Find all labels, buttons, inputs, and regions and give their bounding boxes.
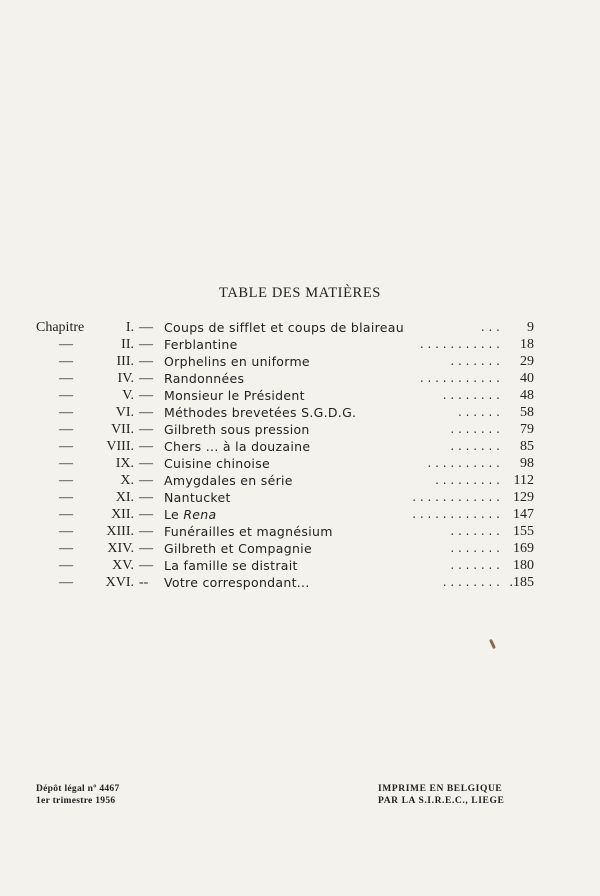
- chapter-dash: —: [59, 422, 73, 437]
- toc-row: [0, 506, 600, 523]
- separator-dash: —: [139, 354, 153, 369]
- trimester-line: 1er trimestre 1956: [36, 796, 116, 806]
- chapter-title: Monsieur le Président: [164, 388, 305, 403]
- chapter-number: IV.: [117, 371, 134, 386]
- separator-dash: —: [139, 439, 153, 454]
- leader-dots: . . . . . . .: [450, 541, 500, 555]
- chapter-title: Méthodes brevetées S.G.D.G.: [164, 405, 357, 420]
- leader-dots: . . . . . . . .: [442, 388, 500, 402]
- page-number: 9: [527, 320, 534, 335]
- leader-dots: . . . . . . . . . . .: [419, 371, 500, 385]
- page-number: .185: [509, 575, 534, 590]
- page-number: 112: [513, 473, 534, 488]
- chapter-number: XII.: [111, 507, 134, 522]
- chapter-title: Funérailles et magnésium: [164, 524, 333, 539]
- toc-row: [0, 319, 600, 336]
- leader-dots: . . . . . . . .: [442, 575, 500, 589]
- printer-line-2: PAR LA S.I.R.E.C., LIEGE: [378, 796, 505, 806]
- chapter-dash: —: [59, 405, 73, 420]
- printer-line-1: IMPRIME EN BELGIQUE: [378, 784, 503, 794]
- legal-deposit: [36, 783, 120, 807]
- page-number: 79: [520, 422, 534, 437]
- chapter-dash: —: [59, 473, 73, 488]
- chapter-number: VII.: [111, 422, 134, 437]
- chapter-dash: —: [59, 371, 73, 386]
- toc-row: [0, 540, 600, 557]
- chapter-title: Gilbreth et Compagnie: [164, 541, 312, 556]
- chapter-title: Nantucket: [164, 490, 231, 505]
- leader-dots: . . . . . . .: [450, 354, 500, 368]
- page-title: TABLE DES MATIÈRES: [219, 285, 381, 301]
- toc-row: [0, 523, 600, 540]
- leader-dots: . . . . . . . . . . .: [419, 337, 500, 351]
- separator-dash: —: [139, 337, 153, 352]
- toc-row: [0, 455, 600, 472]
- chapter-title: Le Rena: [164, 507, 217, 522]
- chapter-number: III.: [116, 354, 134, 369]
- leader-dots: . . . . . .: [458, 405, 500, 419]
- toc-row: [0, 336, 600, 353]
- page-number: 129: [513, 490, 534, 505]
- separator-dash: —: [139, 507, 153, 522]
- chapter-title: Amygdales en série: [164, 473, 293, 488]
- page-number: 58: [520, 405, 534, 420]
- page-number: 29: [520, 354, 534, 369]
- chapter-dash: —: [59, 439, 73, 454]
- chapter-number: VIII.: [106, 439, 134, 454]
- separator-dash: —: [139, 405, 153, 420]
- chapter-number: IX.: [115, 456, 134, 471]
- page-number: 169: [513, 541, 534, 556]
- separator-dash: —: [139, 490, 153, 505]
- page-number: 98: [520, 456, 534, 471]
- separator-dash: —: [139, 422, 153, 437]
- separator-dash: —: [139, 320, 153, 335]
- chapter-title: Cuisine chinoise: [164, 456, 271, 471]
- toc-row: [0, 404, 600, 421]
- page-number: 85: [520, 439, 534, 454]
- chapter-dash: —: [59, 558, 73, 573]
- chapter-dash: —: [59, 490, 73, 505]
- separator-dash: —: [139, 524, 153, 539]
- separator-dash: —: [139, 558, 153, 573]
- chapter-number: II.: [121, 337, 134, 352]
- chapter-dash: —: [59, 541, 73, 556]
- toc-row: [0, 472, 600, 489]
- separator-dash: —: [139, 371, 153, 386]
- chapter-dash: —: [59, 575, 73, 590]
- leader-dots: . . . . . . .: [450, 558, 500, 572]
- chapter-number: XV.: [112, 558, 134, 573]
- toc-row: [0, 370, 600, 387]
- chapter-title: Gilbreth sous pression: [164, 422, 310, 437]
- leader-dots: . . . . . . .: [450, 439, 500, 453]
- chapter-dash: —: [59, 524, 73, 539]
- chapter-number: V.: [122, 388, 134, 403]
- toc-row: [0, 574, 600, 591]
- chapter-title: Coups de sifflet et coups de blaireau: [164, 320, 404, 335]
- page-number: 155: [513, 524, 534, 539]
- chapter-number: XIV.: [107, 541, 134, 556]
- toc-row: [0, 438, 600, 455]
- page-number: 40: [520, 371, 534, 386]
- page-number: 48: [520, 388, 534, 403]
- toc-row: [0, 353, 600, 370]
- chapter-label: Chapitre: [36, 320, 85, 335]
- table-of-contents: [0, 319, 600, 591]
- separator-dash: —: [139, 473, 153, 488]
- toc-row: [0, 489, 600, 506]
- separator-dash: —: [139, 388, 153, 403]
- chapter-title: Votre correspondant...: [164, 575, 310, 590]
- chapter-number: I.: [125, 320, 134, 335]
- leader-dots: . . . . . . .: [450, 422, 500, 436]
- legal-deposit-line: Dépôt légal nº 4467: [36, 784, 120, 794]
- chapter-number: VI.: [115, 405, 134, 420]
- chapter-dash: —: [59, 354, 73, 369]
- separator-dash: --: [139, 575, 149, 590]
- page-number: 180: [513, 558, 534, 573]
- ink-mark: [489, 639, 496, 649]
- toc-row: [0, 557, 600, 574]
- chapter-dash: —: [59, 456, 73, 471]
- chapter-number: XIII.: [106, 524, 134, 539]
- toc-row: [0, 387, 600, 404]
- chapter-dash: —: [59, 507, 73, 522]
- separator-dash: —: [139, 541, 153, 556]
- chapter-dash: —: [59, 337, 73, 352]
- leader-dots: . . . . . . . . . .: [427, 456, 500, 470]
- chapter-title: Orphelins en uniforme: [164, 354, 310, 369]
- page-number: 18: [520, 337, 534, 352]
- chapter-title: La famille se distrait: [164, 558, 298, 573]
- leader-dots: . . . . . . .: [450, 524, 500, 538]
- leader-dots: . . . . . . . . .: [435, 473, 500, 487]
- printer-info: [378, 783, 504, 807]
- toc-row: [0, 421, 600, 438]
- separator-dash: —: [139, 456, 153, 471]
- chapter-dash: —: [59, 388, 73, 403]
- page-number: 147: [513, 507, 534, 522]
- chapter-title: Randonnées: [164, 371, 245, 386]
- chapter-number: XI.: [115, 490, 134, 505]
- leader-dots: . . .: [480, 320, 500, 334]
- chapter-number: X.: [120, 473, 134, 488]
- leader-dots: . . . . . . . . . . . .: [412, 507, 500, 521]
- chapter-title: Ferblantine: [164, 337, 238, 352]
- chapter-number: XVI.: [105, 575, 134, 590]
- chapter-title: Chers ... à la douzaine: [164, 439, 311, 454]
- leader-dots: . . . . . . . . . . . .: [412, 490, 500, 504]
